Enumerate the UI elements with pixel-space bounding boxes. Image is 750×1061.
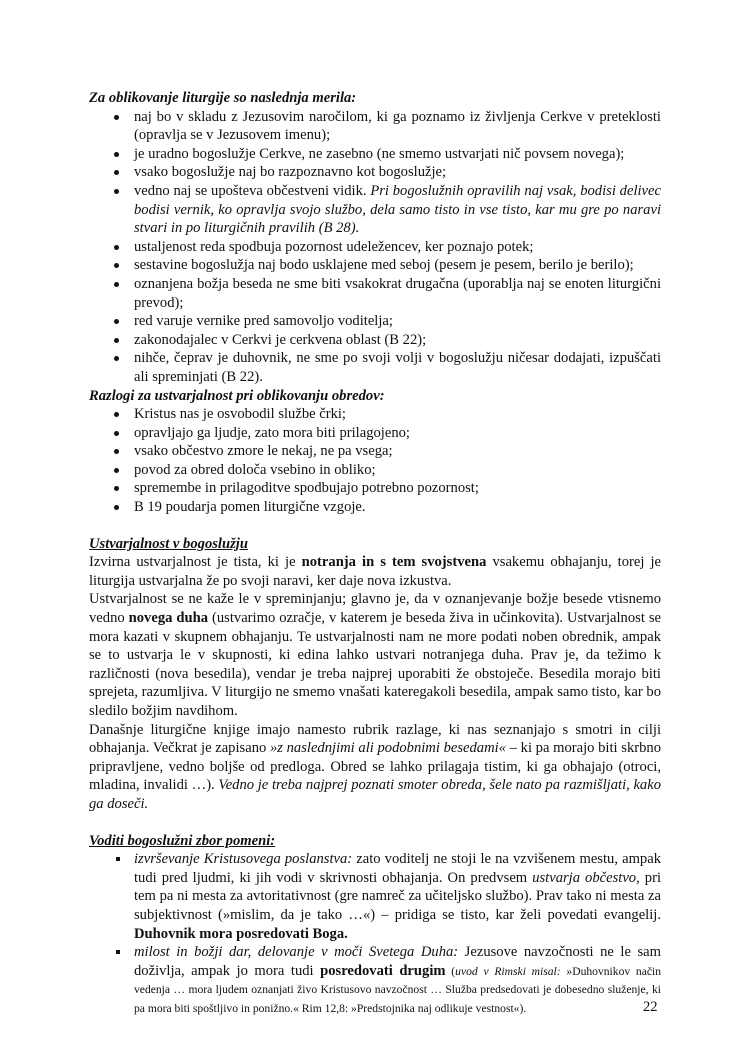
section-heading-merila: Za oblikovanje liturgije so naslednja merila:	[89, 90, 357, 106]
list-item: vsako občestvo zmore le nekaj, ne pa vsega;	[89, 442, 661, 461]
section-heading-ustvarjalnost: Ustvarjalnost v bogoslužju	[89, 535, 248, 552]
spacer	[89, 814, 661, 832]
paragraph: Ustvarjalnost se ne kaže le v spreminjanju; glavno je, da v oznanjevanje božje besede vtisnemo vedno novega duha (ustvarimo ozračje, v katerem je beseda živa in učinkovita). Ustvarjalnost se mora kazati v skupnem obhajanju. Te ustvarjalnosti nam ne more podati noben obrednik, ampak se to ustvarja le v skupnosti, ki edina lahko ustvari notranjega duha. Prav je, da težimo k različnosti (nova besedila), vendar je treba najprej uporabiti že obstoječe. Besedila morajo biti sprejeta, razumljiva. V liturgijo ne smemo vnašati kateregakoli besedila, ampak samo tisto, kar bo sledilo božjim navdihom.	[89, 591, 661, 719]
list-item: oznanjena božja beseda ne sme biti vsakokrat drugačna (uporablja naj se enoten liturgični prevod);	[89, 275, 661, 312]
list-item: naj bo v skladu z Jezusovim naročilom, ki ga poznamo iz življenja Cerkve v preteklosti (opravlja se v Jezusovem imenu);	[89, 108, 661, 145]
list-item: vedno naj se upošteva občestveni vidik. Pri bogoslužnih opravilih naj vsak, bodisi delivec bodisi vernik, ko opravlja svojo službo, dela samo tisto in vse tisto, kar mu gre po naravi stvari in po liturgičnih pravilih (B 28).	[89, 182, 661, 238]
list-item: sestavine bogoslužja naj bodo usklajene med seboj (pesem je pesem, berilo je berilo);	[89, 256, 661, 275]
list-item: milost in božji dar, delovanje v moči Svetega Duha: Jezusove navzočnosti ne le sam doživlja, ampak jo mora tudi posredovati drugim (uvod v Rimski misal: »Duhovnikov način vedenja … mora ljudem oznanjati živo Kristusovo navzočnost … Služba predsedovati je dobesedno služenje, ki pa mora biti spoštljivo in ponižno.« Rim 12,8: »Predstojnika naj odlikuje vestnost«).	[89, 943, 661, 1017]
list-item: zakonodajalec v Cerkvi je cerkvena oblast (B 22);	[89, 331, 661, 350]
list-item: nihče, čeprav je duhovnik, ne sme po svoji volji v bogoslužju ničesar dodajati, izpuščati ali spreminjati (B 22).	[89, 349, 661, 386]
section-heading-razlogi: Razlogi za ustvarjalnost pri oblikovanju obredov:	[89, 387, 385, 404]
list-item: izvrševanje Kristusovega poslanstva: zato voditelj ne stoji le na vzvišenem mestu, ampak tudi pred ljudmi, ki jih vodi v skrivnosti obhajanja. On predvsem ustvarja občestvo, pri tem pa ni mesta za avtoritativnost (gre namreč za učiteljsko službo). Prav tako ni mesta za subjektivnost (»mislim, da je tako …«) – pridiga se tisto, kar želi povedati evangelij. Duhovnik mora posredovati Boga.	[89, 850, 661, 943]
spacer	[89, 517, 661, 535]
list-item: opravljajo ga ljudje, zato mora biti prilagojeno;	[89, 424, 661, 443]
razlogi-list	[89, 405, 661, 517]
list-item: vsako bogoslužje naj bo razpoznavno kot bogoslužje;	[89, 163, 661, 182]
list-item: ustaljenost reda spodbuja pozornost udeležencev, ker poznajo potek;	[89, 238, 661, 257]
document-page	[89, 89, 661, 1018]
merila-list	[89, 108, 661, 387]
list-item: spremembe in prilagoditve spodbujajo potrebno pozornost;	[89, 479, 661, 498]
voditi-list	[89, 850, 661, 1017]
list-item: B 19 poudarja pomen liturgične vzgoje.	[89, 498, 661, 517]
list-item: povod za obred določa vsebino in obliko;	[89, 461, 661, 480]
section-heading-voditi: Voditi bogoslužni zbor pomeni:	[89, 832, 276, 849]
paragraph: Današnje liturgične knjige imajo namesto rubrik razlage, ki nas seznanjajo s smotri in cilji obhajanja. Večkrat je zapisano »z naslednjimi ali podobnimi besedami« – ki pa morajo biti skrbno pripravljene, vedno boljše od predloga. Obred se lahko prilagaja tistim, ki ga obhajajo (otroci, mladina, invalidi …). Vedno je treba najprej poznati smoter obreda, šele nato pa razmišljati, kako ga doseči.	[89, 721, 662, 812]
paragraph: Izvirna ustvarjalnost je tista, ki je notranja in s tem svojstvena vsakemu obhajanju, torej je liturgija ustvarjalna že po svoji naravi, ker daje nova izkustva.	[89, 554, 661, 589]
list-item: Kristus nas je osvobodil službe črki;	[89, 405, 661, 424]
list-item: red varuje vernike pred samovoljo voditelja;	[89, 312, 661, 331]
list-item: je uradno bogoslužje Cerkve, ne zasebno (ne smemo ustvarjati nič povsem novega);	[89, 145, 661, 164]
page-number: 22	[643, 999, 658, 1015]
